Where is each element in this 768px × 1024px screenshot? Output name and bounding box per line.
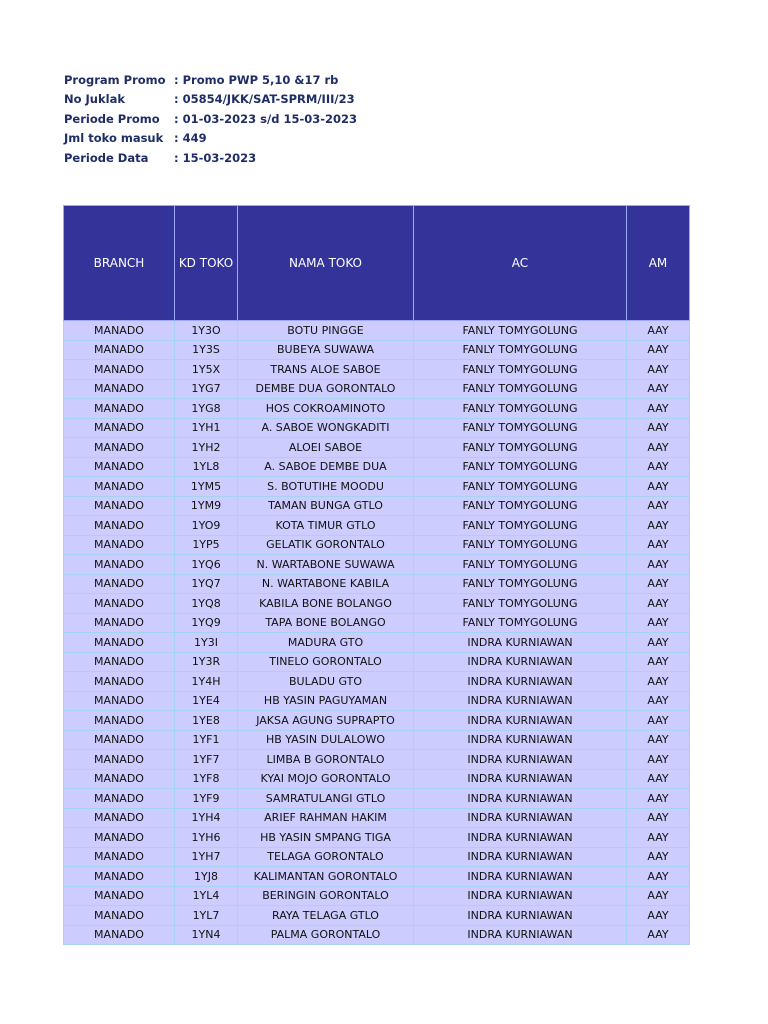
- meta-row-no-juklak: [64, 90, 357, 110]
- meta-label: Program Promo: [64, 72, 166, 87]
- cell-ac: FANLY TOMYGOLUNG: [414, 457, 627, 477]
- cell-am: AAY: [627, 730, 690, 750]
- table-row: [64, 360, 690, 380]
- cell-ac: INDRA KURNIAWAN: [414, 906, 627, 926]
- column-header-ac: AC: [414, 206, 627, 321]
- cell-nama-toko: HB YASIN SMPANG TIGA: [238, 828, 414, 848]
- cell-branch: MANADO: [64, 867, 175, 887]
- cell-nama-toko: TINELO GORONTALO: [238, 652, 414, 672]
- table-row: [64, 808, 690, 828]
- cell-ac: INDRA KURNIAWAN: [414, 828, 627, 848]
- cell-am: AAY: [627, 399, 690, 419]
- cell-am: AAY: [627, 321, 690, 341]
- table-row: [64, 496, 690, 516]
- cell-kd-toko: 1YJ8: [175, 867, 238, 887]
- table-row: [64, 711, 690, 731]
- cell-nama-toko: TELAGA GORONTALO: [238, 847, 414, 867]
- cell-ac: FANLY TOMYGOLUNG: [414, 496, 627, 516]
- cell-branch: MANADO: [64, 321, 175, 341]
- table-row: [64, 652, 690, 672]
- cell-ac: FANLY TOMYGOLUNG: [414, 340, 627, 360]
- cell-nama-toko: HB YASIN DULALOWO: [238, 730, 414, 750]
- meta-value: : 15-03-2023: [174, 150, 257, 165]
- meta-label: Jml toko masuk: [64, 131, 164, 146]
- cell-kd-toko: 1YH1: [175, 418, 238, 438]
- table-row: [64, 399, 690, 419]
- cell-ac: INDRA KURNIAWAN: [414, 672, 627, 692]
- cell-ac: INDRA KURNIAWAN: [414, 925, 627, 945]
- meta-label: Periode Data: [64, 150, 149, 165]
- cell-branch: MANADO: [64, 613, 175, 633]
- cell-am: AAY: [627, 652, 690, 672]
- cell-nama-toko: KABILA BONE BOLANGO: [238, 594, 414, 614]
- cell-branch: MANADO: [64, 691, 175, 711]
- cell-branch: MANADO: [64, 340, 175, 360]
- cell-branch: MANADO: [64, 925, 175, 945]
- table-row: [64, 633, 690, 653]
- meta-label: No Juklak: [64, 92, 125, 107]
- table-header: [64, 206, 690, 321]
- cell-kd-toko: 1YQ7: [175, 574, 238, 594]
- cell-branch: MANADO: [64, 672, 175, 692]
- cell-am: AAY: [627, 711, 690, 731]
- cell-kd-toko: 1YE8: [175, 711, 238, 731]
- table-row: [64, 379, 690, 399]
- cell-ac: FANLY TOMYGOLUNG: [414, 360, 627, 380]
- cell-ac: FANLY TOMYGOLUNG: [414, 516, 627, 536]
- cell-branch: MANADO: [64, 438, 175, 458]
- cell-kd-toko: 1YM9: [175, 496, 238, 516]
- cell-am: AAY: [627, 789, 690, 809]
- meta-row-periode-promo: [64, 109, 357, 129]
- cell-nama-toko: MADURA GTO: [238, 633, 414, 653]
- cell-ac: INDRA KURNIAWAN: [414, 769, 627, 789]
- cell-branch: MANADO: [64, 633, 175, 653]
- cell-am: AAY: [627, 477, 690, 497]
- table-row: [64, 828, 690, 848]
- cell-nama-toko: BERINGIN GORONTALO: [238, 886, 414, 906]
- cell-ac: FANLY TOMYGOLUNG: [414, 613, 627, 633]
- promo-info-block: [64, 70, 357, 168]
- cell-nama-toko: TRANS ALOE SABOE: [238, 360, 414, 380]
- cell-am: AAY: [627, 691, 690, 711]
- cell-nama-toko: N. WARTABONE SUWAWA: [238, 555, 414, 575]
- cell-branch: MANADO: [64, 594, 175, 614]
- cell-ac: INDRA KURNIAWAN: [414, 847, 627, 867]
- cell-ac: INDRA KURNIAWAN: [414, 808, 627, 828]
- cell-nama-toko: PALMA GORONTALO: [238, 925, 414, 945]
- cell-kd-toko: 1YG8: [175, 399, 238, 419]
- cell-branch: MANADO: [64, 828, 175, 848]
- cell-branch: MANADO: [64, 477, 175, 497]
- cell-kd-toko: 1Y3R: [175, 652, 238, 672]
- cell-nama-toko: A. SABOE DEMBE DUA: [238, 457, 414, 477]
- cell-am: AAY: [627, 574, 690, 594]
- cell-kd-toko: 1Y5X: [175, 360, 238, 380]
- cell-am: AAY: [627, 613, 690, 633]
- cell-kd-toko: 1YE4: [175, 691, 238, 711]
- cell-am: AAY: [627, 886, 690, 906]
- table-row: [64, 906, 690, 926]
- table-row: [64, 535, 690, 555]
- cell-am: AAY: [627, 769, 690, 789]
- cell-nama-toko: BULADU GTO: [238, 672, 414, 692]
- cell-am: AAY: [627, 925, 690, 945]
- meta-value: : Promo PWP 5,10 &17 rb: [174, 72, 339, 87]
- table-row: [64, 555, 690, 575]
- cell-branch: MANADO: [64, 496, 175, 516]
- cell-nama-toko: HOS COKROAMINOTO: [238, 399, 414, 419]
- cell-branch: MANADO: [64, 652, 175, 672]
- cell-kd-toko: 1YH2: [175, 438, 238, 458]
- table-row: [64, 418, 690, 438]
- column-header-kd-toko: KD TOKO: [175, 206, 238, 321]
- meta-row-jml-toko: [64, 129, 357, 149]
- cell-am: AAY: [627, 672, 690, 692]
- cell-kd-toko: 1YG7: [175, 379, 238, 399]
- cell-ac: INDRA KURNIAWAN: [414, 652, 627, 672]
- table-row: [64, 750, 690, 770]
- cell-branch: MANADO: [64, 847, 175, 867]
- cell-ac: FANLY TOMYGOLUNG: [414, 399, 627, 419]
- cell-ac: FANLY TOMYGOLUNG: [414, 535, 627, 555]
- cell-kd-toko: 1YL8: [175, 457, 238, 477]
- cell-branch: MANADO: [64, 516, 175, 536]
- cell-ac: INDRA KURNIAWAN: [414, 789, 627, 809]
- cell-kd-toko: 1YO9: [175, 516, 238, 536]
- cell-nama-toko: TAPA BONE BOLANGO: [238, 613, 414, 633]
- store-table: [63, 205, 690, 945]
- cell-am: AAY: [627, 750, 690, 770]
- cell-branch: MANADO: [64, 379, 175, 399]
- table-row: [64, 594, 690, 614]
- cell-ac: INDRA KURNIAWAN: [414, 750, 627, 770]
- table-row: [64, 457, 690, 477]
- table-row: [64, 321, 690, 341]
- table-row: [64, 477, 690, 497]
- table-row: [64, 691, 690, 711]
- cell-kd-toko: 1Y3O: [175, 321, 238, 341]
- meta-value: : 05854/JKK/SAT-SPRM/III/23: [174, 92, 355, 107]
- table-row: [64, 925, 690, 945]
- cell-am: AAY: [627, 457, 690, 477]
- cell-am: AAY: [627, 808, 690, 828]
- table-row: [64, 769, 690, 789]
- cell-kd-toko: 1YQ6: [175, 555, 238, 575]
- cell-kd-toko: 1YM5: [175, 477, 238, 497]
- cell-am: AAY: [627, 418, 690, 438]
- cell-branch: MANADO: [64, 886, 175, 906]
- table-row: [64, 516, 690, 536]
- cell-nama-toko: BUBEYA SUWAWA: [238, 340, 414, 360]
- cell-kd-toko: 1YH6: [175, 828, 238, 848]
- table-body: [64, 321, 690, 945]
- cell-nama-toko: JAKSA AGUNG SUPRAPTO: [238, 711, 414, 731]
- cell-kd-toko: 1YQ8: [175, 594, 238, 614]
- cell-kd-toko: 1Y3I: [175, 633, 238, 653]
- cell-nama-toko: SAMRATULANGI GTLO: [238, 789, 414, 809]
- cell-branch: MANADO: [64, 750, 175, 770]
- column-header-am: AM: [627, 206, 690, 321]
- cell-am: AAY: [627, 906, 690, 926]
- cell-nama-toko: ALOEI SABOE: [238, 438, 414, 458]
- cell-branch: MANADO: [64, 730, 175, 750]
- cell-nama-toko: N. WARTABONE KABILA: [238, 574, 414, 594]
- cell-nama-toko: BOTU PINGGE: [238, 321, 414, 341]
- cell-kd-toko: 1Y3S: [175, 340, 238, 360]
- cell-kd-toko: 1YF9: [175, 789, 238, 809]
- table-row: [64, 789, 690, 809]
- cell-am: AAY: [627, 516, 690, 536]
- cell-kd-toko: 1YF1: [175, 730, 238, 750]
- cell-ac: FANLY TOMYGOLUNG: [414, 555, 627, 575]
- cell-am: AAY: [627, 867, 690, 887]
- cell-nama-toko: HB YASIN PAGUYAMAN: [238, 691, 414, 711]
- header-row: [64, 206, 690, 321]
- cell-am: AAY: [627, 555, 690, 575]
- cell-nama-toko: GELATIK GORONTALO: [238, 535, 414, 555]
- table-row: [64, 867, 690, 887]
- table-row: [64, 730, 690, 750]
- cell-nama-toko: TAMAN BUNGA GTLO: [238, 496, 414, 516]
- cell-am: AAY: [627, 594, 690, 614]
- cell-kd-toko: 1YF7: [175, 750, 238, 770]
- cell-am: AAY: [627, 535, 690, 555]
- meta-row-program-promo: [64, 70, 357, 90]
- cell-am: AAY: [627, 633, 690, 653]
- cell-ac: FANLY TOMYGOLUNG: [414, 418, 627, 438]
- cell-kd-toko: 1YL7: [175, 906, 238, 926]
- cell-ac: INDRA KURNIAWAN: [414, 730, 627, 750]
- cell-branch: MANADO: [64, 808, 175, 828]
- cell-kd-toko: 1Y4H: [175, 672, 238, 692]
- table-row: [64, 886, 690, 906]
- cell-nama-toko: S. BOTUTIHE MOODU: [238, 477, 414, 497]
- cell-kd-toko: 1YQ9: [175, 613, 238, 633]
- cell-nama-toko: LIMBA B GORONTALO: [238, 750, 414, 770]
- cell-branch: MANADO: [64, 457, 175, 477]
- cell-kd-toko: 1YL4: [175, 886, 238, 906]
- table-row: [64, 613, 690, 633]
- cell-ac: FANLY TOMYGOLUNG: [414, 594, 627, 614]
- cell-am: AAY: [627, 828, 690, 848]
- cell-am: AAY: [627, 438, 690, 458]
- cell-branch: MANADO: [64, 360, 175, 380]
- cell-am: AAY: [627, 360, 690, 380]
- meta-value: : 01-03-2023 s/d 15-03-2023: [174, 111, 358, 126]
- cell-branch: MANADO: [64, 399, 175, 419]
- cell-branch: MANADO: [64, 535, 175, 555]
- cell-kd-toko: 1YH4: [175, 808, 238, 828]
- cell-kd-toko: 1YF8: [175, 769, 238, 789]
- cell-ac: FANLY TOMYGOLUNG: [414, 321, 627, 341]
- cell-nama-toko: KYAI MOJO GORONTALO: [238, 769, 414, 789]
- cell-ac: INDRA KURNIAWAN: [414, 886, 627, 906]
- cell-ac: INDRA KURNIAWAN: [414, 711, 627, 731]
- cell-ac: FANLY TOMYGOLUNG: [414, 574, 627, 594]
- cell-ac: FANLY TOMYGOLUNG: [414, 438, 627, 458]
- cell-branch: MANADO: [64, 906, 175, 926]
- cell-nama-toko: ARIEF RAHMAN HAKIM: [238, 808, 414, 828]
- table-row: [64, 672, 690, 692]
- table-row: [64, 574, 690, 594]
- cell-kd-toko: 1YN4: [175, 925, 238, 945]
- cell-ac: INDRA KURNIAWAN: [414, 691, 627, 711]
- cell-ac: FANLY TOMYGOLUNG: [414, 379, 627, 399]
- meta-row-periode-data: [64, 148, 357, 168]
- cell-ac: INDRA KURNIAWAN: [414, 867, 627, 887]
- cell-branch: MANADO: [64, 769, 175, 789]
- meta-label: Periode Promo: [64, 111, 160, 126]
- cell-ac: INDRA KURNIAWAN: [414, 633, 627, 653]
- column-header-nama-toko: NAMA TOKO: [238, 206, 414, 321]
- cell-nama-toko: RAYA TELAGA GTLO: [238, 906, 414, 926]
- cell-kd-toko: 1YP5: [175, 535, 238, 555]
- cell-nama-toko: KALIMANTAN GORONTALO: [238, 867, 414, 887]
- cell-nama-toko: KOTA TIMUR GTLO: [238, 516, 414, 536]
- table-row: [64, 847, 690, 867]
- cell-ac: FANLY TOMYGOLUNG: [414, 477, 627, 497]
- cell-kd-toko: 1YH7: [175, 847, 238, 867]
- cell-branch: MANADO: [64, 711, 175, 731]
- cell-nama-toko: DEMBE DUA GORONTALO: [238, 379, 414, 399]
- cell-am: AAY: [627, 847, 690, 867]
- cell-am: AAY: [627, 496, 690, 516]
- cell-am: AAY: [627, 340, 690, 360]
- cell-branch: MANADO: [64, 418, 175, 438]
- cell-am: AAY: [627, 379, 690, 399]
- meta-value: : 449: [174, 131, 207, 146]
- cell-branch: MANADO: [64, 555, 175, 575]
- column-header-branch: BRANCH: [64, 206, 175, 321]
- cell-branch: MANADO: [64, 574, 175, 594]
- cell-nama-toko: A. SABOE WONGKADITI: [238, 418, 414, 438]
- table-row: [64, 340, 690, 360]
- cell-branch: MANADO: [64, 789, 175, 809]
- table-row: [64, 438, 690, 458]
